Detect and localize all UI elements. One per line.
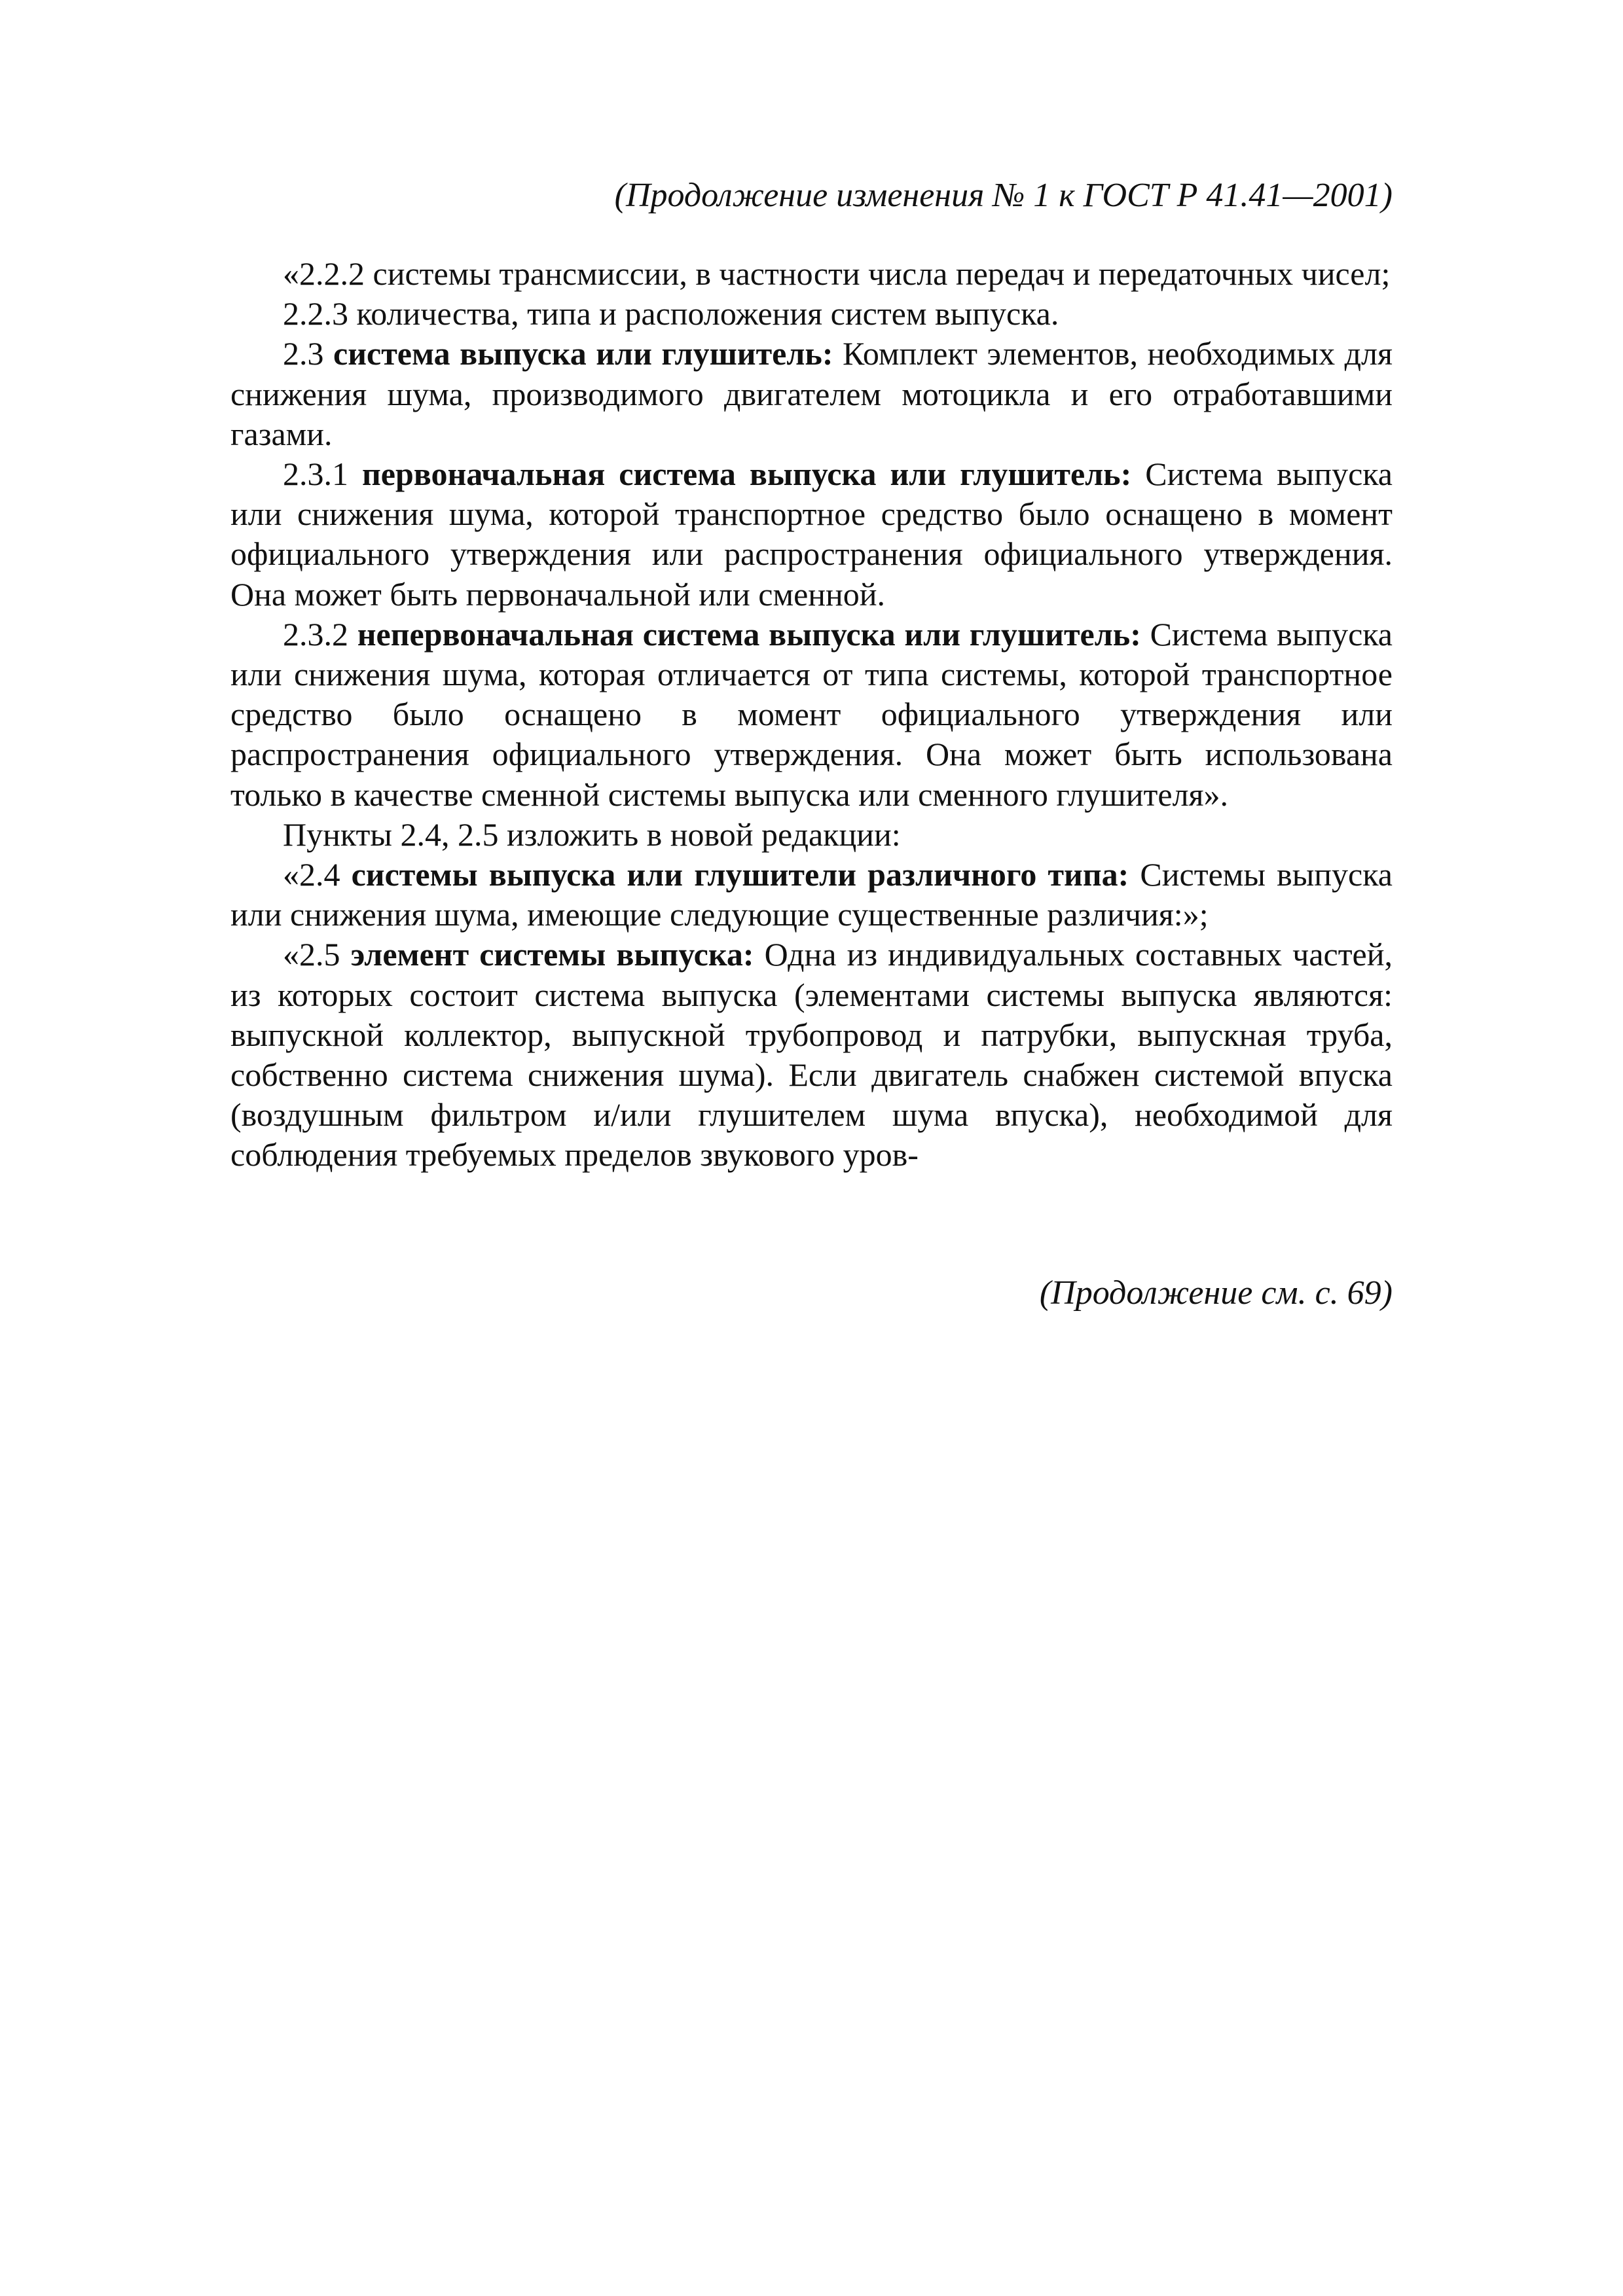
paragraph-2-5 <box>230 935 1393 1175</box>
paragraph-lead: 2.3.2 <box>283 615 357 653</box>
paragraph-term: первоначальная система выпуска или глушитель: <box>362 456 1132 493</box>
paragraph-lead: 2.3 <box>283 335 333 372</box>
paragraph-2-4 <box>230 855 1393 935</box>
paragraph-lead: 2.2.3 количества, типа и расположения систем выпуска. <box>283 295 1059 332</box>
paragraph-lead: «2.4 <box>283 856 352 893</box>
paragraph-2-2-2 <box>230 254 1393 294</box>
paragraph-text: Система выпуска или снижения шума, которой транспортное средство было оснащено в момент официального утверждения или распространения официального утверждения. Она может быть первоначальной или сменной. <box>230 456 1393 613</box>
paragraph-text: Комплект элементов, необходимых для снижения шума, производимого двигателем мотоцикла и его отработавшими газами. <box>230 335 1393 452</box>
paragraph-text: Одна из индивидуальных составных частей, из которых состоит система выпуска (элементами системы выпуска являются: выпускной коллектор, выпускной трубопровод и патрубки, выпускная труба, собственно система снижения шума). Если двигатель снабжен системой впуска (воздушным фильтром и/или глушителем шума впуска), необходимой для соблюдения требуемых пределов звукового уров- <box>230 936 1393 1174</box>
paragraph-instruction <box>230 815 1393 855</box>
paragraph-text: Системы выпуска или снижения шума, имеющие следующие существенные различия:»; <box>230 856 1393 933</box>
footer-continuation: (Продолжение см. с. 69) <box>1039 1274 1393 1312</box>
paragraph-term: системы выпуска или глушители различного типа: <box>351 856 1129 893</box>
paragraph-lead: «2.2.2 системы трансмиссии, в частности числа передач и передаточных чисел; <box>283 255 1391 292</box>
paragraph-text: Система выпуска или снижения шума, которая отличается от типа системы, которой транспортное средство было оснащено в момент официального утверждения или распространения официального утверждения. Она может быть использована только в качестве сменной системы выпуска или сменного глушителя». <box>230 615 1393 813</box>
paragraph-lead: Пункты 2.4, 2.5 изложить в новой редакции: <box>283 816 901 853</box>
paragraph-term: элемент системы выпуска: <box>350 936 754 973</box>
paragraph-2-3-1 <box>230 454 1393 615</box>
paragraph-2-3 <box>230 334 1393 454</box>
paragraph-2-3-2 <box>230 615 1393 815</box>
document-body <box>230 254 1393 1175</box>
paragraph-term: непервоначальная система выпуска или глушитель: <box>357 615 1141 653</box>
paragraph-lead: «2.5 <box>283 936 351 973</box>
paragraph-lead: 2.3.1 <box>283 456 362 493</box>
paragraph-2-2-3 <box>230 294 1393 334</box>
paragraph-term: система выпуска или глушитель: <box>333 335 833 372</box>
header-continuation: (Продолжение изменения № 1 к ГОСТ Р 41.41—2001) <box>614 177 1393 214</box>
